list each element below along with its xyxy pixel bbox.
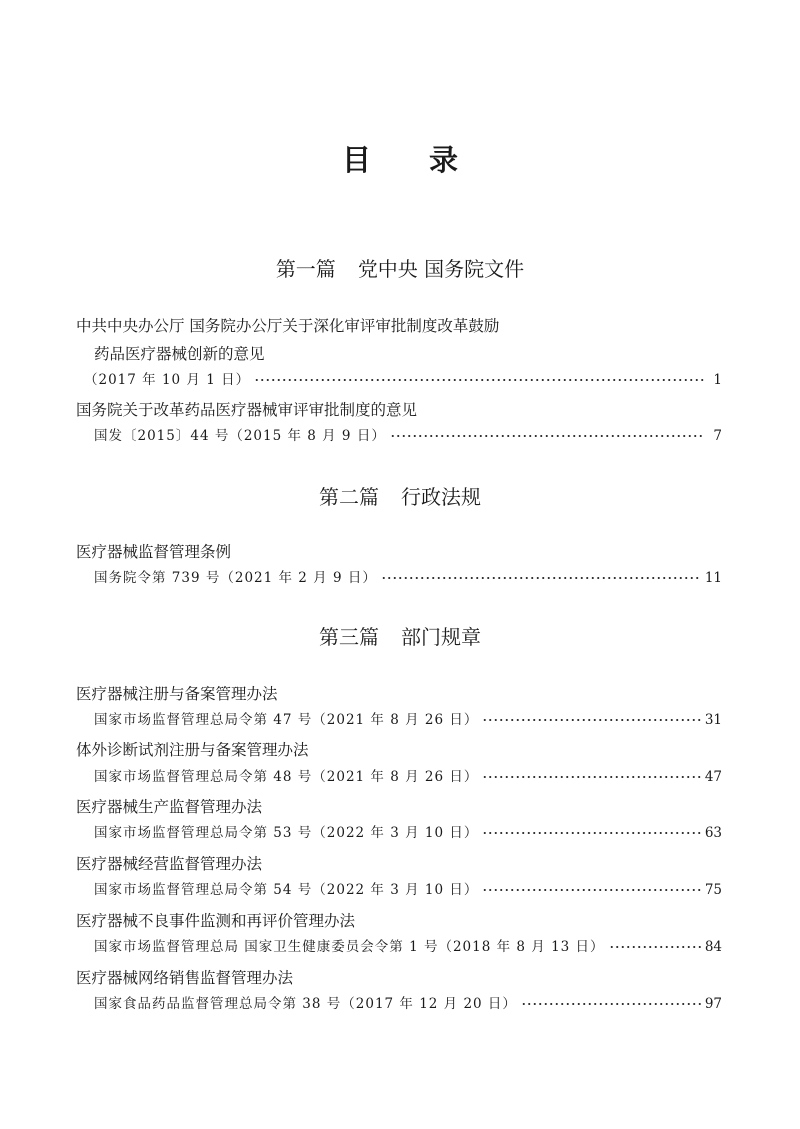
page-number[interactable]: 11 (704, 570, 722, 586)
page-title: 目录 (341, 143, 516, 177)
toc-entry-line (94, 424, 722, 447)
toc-entry-line (94, 992, 722, 1015)
leader-dots (254, 366, 704, 382)
entry-source: （2017 年 10 月 1 日） (84, 372, 251, 388)
entry-title[interactable]: 医疗器械监督管理条例 (76, 543, 232, 561)
part-title: 党中央 国务院文件 (357, 257, 525, 281)
part-heading (0, 254, 800, 284)
page-number[interactable]: 97 (704, 996, 722, 1012)
entry-source: 国家市场监督管理总局令第 54 号（2022 年 3 月 10 日） (94, 882, 479, 898)
page-number[interactable]: 84 (704, 939, 722, 955)
entry-title[interactable]: 医疗器械注册与备案管理办法 (76, 685, 278, 703)
leader-dots (482, 819, 700, 835)
part-number: 第三篇 (319, 625, 379, 649)
leader-dots (381, 564, 701, 580)
page-number[interactable]: 75 (704, 882, 722, 898)
entry-title-continued[interactable]: 药品医疗器械创新的意见 (94, 345, 265, 363)
page-number[interactable]: 7 (713, 428, 722, 444)
toc-entry-line (94, 566, 722, 589)
leader-dots (482, 706, 700, 722)
toc-entry-line (94, 765, 722, 788)
entry-title[interactable]: 医疗器械经营监督管理办法 (76, 855, 263, 873)
leader-dots (390, 422, 704, 438)
entry-source: 国发〔2015〕44 号（2015 年 8 月 9 日） (94, 428, 386, 444)
part-title: 行政法规 (401, 485, 481, 509)
toc-entry-line (94, 878, 722, 901)
leader-dots (521, 990, 701, 1006)
entry-title[interactable]: 医疗器械网络销售监督管理办法 (76, 969, 294, 987)
toc-entry-line (94, 821, 722, 844)
entry-source: 国家市场监督管理总局令第 48 号（2021 年 8 月 26 日） (94, 769, 479, 785)
page-number[interactable]: 63 (704, 825, 722, 841)
page-number[interactable]: 31 (704, 712, 722, 728)
leader-dots (482, 763, 700, 779)
entry-title[interactable]: 医疗器械生产监督管理办法 (76, 798, 263, 816)
entry-source: 国务院令第 739 号（2021 年 2 月 9 日） (94, 570, 377, 586)
entry-source: 国家食品药品监督管理总局令第 38 号（2017 年 12 月 20 日） (94, 996, 517, 1012)
leader-dots (609, 933, 701, 949)
part-title: 部门规章 (401, 625, 481, 649)
entry-title[interactable]: 国务院关于改革药品医疗器械审评审批制度的意见 (76, 401, 418, 419)
part-number: 第二篇 (319, 485, 379, 509)
toc-entry-line (94, 935, 722, 958)
page-number[interactable]: 47 (704, 769, 722, 785)
toc-entry-line (84, 368, 722, 391)
part-heading (0, 482, 800, 512)
leader-dots (482, 876, 700, 892)
toc-entry-line (94, 708, 722, 731)
entry-title[interactable]: 中共中央办公厅 国务院办公厅关于深化审评审批制度改革鼓励 (76, 317, 500, 335)
entry-source: 国家市场监督管理总局令第 53 号（2022 年 3 月 10 日） (94, 825, 479, 841)
page-number[interactable]: 1 (713, 372, 722, 388)
part-heading (0, 622, 800, 652)
entry-title[interactable]: 体外诊断试剂注册与备案管理办法 (76, 741, 309, 759)
entry-source: 国家市场监督管理总局 国家卫生健康委员会令第 1 号（2018 年 8 月 13 日） (94, 939, 605, 955)
part-number: 第一篇 (275, 257, 336, 281)
entry-source: 国家市场监督管理总局令第 47 号（2021 年 8 月 26 日） (94, 712, 479, 728)
entry-title[interactable]: 医疗器械不良事件监测和再评价管理办法 (76, 912, 356, 930)
